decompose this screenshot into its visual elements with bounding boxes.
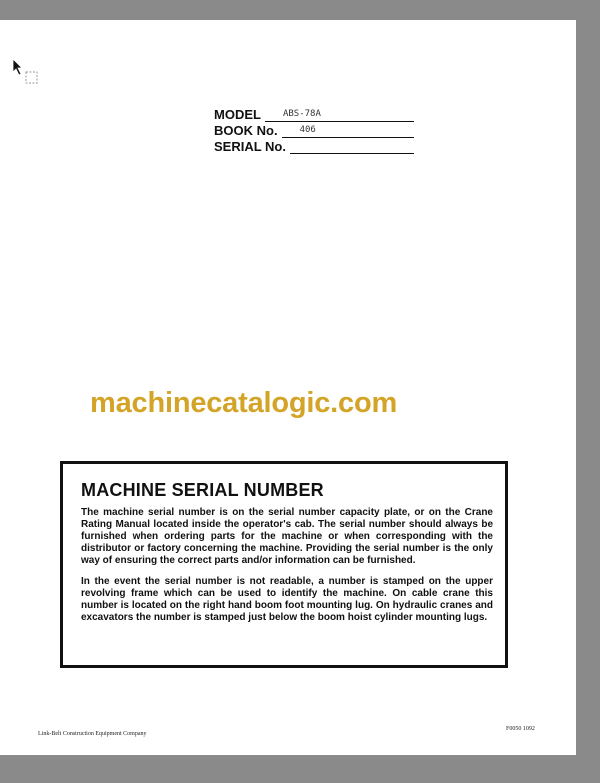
serial-label: SERIAL No. [214, 139, 286, 154]
notice-paragraph-1: The machine serial number is on the serial number capacity plate, or on the Crane Rating Manual located inside the operator's cab. The serial number should always be furnished when ordering parts for the machine or when corresponding with the distributor or factory concerning the machine. Providing the serial number is the only way of ensuring the correct parts and/or information can be furnished. [81, 507, 493, 566]
footer-code: F0050 1092 [506, 726, 535, 732]
document-page [0, 20, 576, 755]
serial-field [290, 139, 414, 154]
mouse-cursor-icon [12, 58, 40, 88]
model-field [265, 107, 414, 122]
footer-company: Link-Belt Construction Equipment Company [38, 731, 147, 737]
book-label: BOOK No. [214, 123, 278, 138]
book-value: 406 [299, 125, 316, 135]
model-value: ABS-78A [282, 109, 321, 119]
serial-row [214, 138, 414, 154]
model-row [214, 106, 414, 122]
notice-title: MACHINE SERIAL NUMBER [81, 480, 324, 500]
watermark-text: machinecatalogic.com [90, 387, 398, 419]
book-row [214, 122, 414, 138]
notice-paragraph-2: In the event the serial number is not readable, a number is stamped on the upper revolving frame which can be used to identify the machine. On cable crane this number is located on the right hand boom foot mounting lug. On hydraulic cranes and excavators the number is stamped just below the boom hoist cylinder mounting lugs. [81, 576, 493, 623]
book-field [282, 123, 414, 138]
model-label: MODEL [214, 107, 261, 122]
identification-fields [214, 106, 414, 154]
serial-number-notice-box [60, 461, 508, 668]
